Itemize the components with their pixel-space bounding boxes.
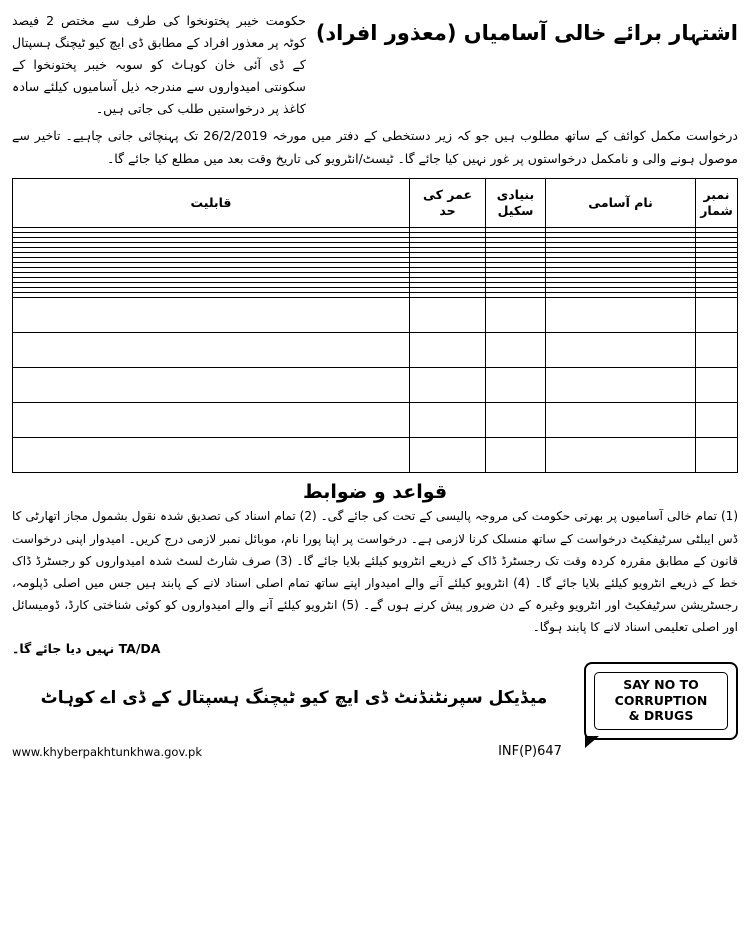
page-title: اشتہار برائے خالی آسامیاں (معذور افراد) xyxy=(315,21,738,45)
table-row xyxy=(13,403,738,438)
header-section xyxy=(12,10,738,119)
anti-corruption-stamp xyxy=(584,662,738,740)
column-header-sr: نمبر شمار xyxy=(696,179,738,228)
issuing-authority: میڈیکل سپرنٹنڈنٹ ڈی ایچ کیو ٹیچنگ ہسپتال کے ڈی اے کوہاٹ xyxy=(40,688,548,708)
stamp-line-2: CORRUPTION xyxy=(614,692,708,708)
column-header-post: نام آسامی xyxy=(546,179,696,228)
cell-scale xyxy=(486,368,546,403)
cell-sr xyxy=(696,333,738,368)
stamp-line-1: SAY NO TO xyxy=(623,677,699,693)
speech-bubble-tail-icon xyxy=(585,736,599,748)
website-link[interactable]: www.khyberpakhtunkhwa.gov.pk xyxy=(12,744,202,759)
cell-post xyxy=(546,438,696,473)
cell-qual xyxy=(13,438,410,473)
cell-post xyxy=(546,333,696,368)
cell-post xyxy=(546,298,696,333)
bottom-line xyxy=(12,744,738,759)
cell-age xyxy=(410,438,486,473)
cell-age xyxy=(410,403,486,438)
rules-text: (1) تمام خالی آسامیوں پر بھرتی حکومت کی مروجہ پالیسی کے تحت کی جائے گی۔ (2) تمام اسناد کی تصدیق شدہ نقول بشمول مجاز اتھارٹی کا ڈس ایبلٹی سرٹیفکیٹ درخواست کے ساتھ منسلک کرنا لازمی ہے۔ درخواست پر اپنا پورا نام، موبائل نمبر لازمی درج کریں۔ امیدوار اپنی درخواست قانون کے مطابق مقررہ کردہ وقت تک رجسٹرڈ ڈاک کے ذریعے انٹرویو کیلئے بلایا جائے گا۔ (3) صرف شارٹ لسٹ شدہ امیدواروں کو رجسٹرڈ ڈاک خط کے ذریعے انٹرویو کیلئے بلایا جائے گا۔ (4) انٹرویو کیلئے آنے والے امیدوار اپنے ساتھ تمام اصلی اسناد لانے کے پابند ہیں جس میں اصلی ڈپلومہ، رجسٹریشن سرٹیفکیٹ اور انٹرویو وغیرہ کے دن ضرور پیش کرنے ہوں گے۔ (5) انٹرویو کیلئے آنے والے امیدواروں کو کوئی شناختی کارڈ، ڈومیسائل اور اصلی تعلیمی اسناد لانے کا پابند ہوگا۔ xyxy=(12,509,739,635)
stamp-line-3: & DRUGS xyxy=(628,708,694,724)
column-header-qualification: قابلیت xyxy=(13,179,410,228)
tada-note: TA/DA نہیں دیا جائے گا۔ xyxy=(12,640,161,656)
cell-sr xyxy=(696,368,738,403)
cell-sr xyxy=(696,403,738,438)
cell-scale xyxy=(486,438,546,473)
cell-qual xyxy=(13,368,410,403)
cell-scale xyxy=(486,403,546,438)
table-row xyxy=(13,333,738,368)
column-header-scale: بنیادی سکیل xyxy=(486,179,546,228)
cell-age xyxy=(410,368,486,403)
inf-number: INF(P)647 xyxy=(498,743,562,759)
footer-section xyxy=(12,662,738,740)
stamp-inner xyxy=(594,672,728,730)
cell-qual xyxy=(13,298,410,333)
vacancy-table-body xyxy=(13,228,738,473)
title-paragraph: حکومت خیبر پختونخوا کی طرف سے مختص 2 فیصد کوٹہ پر معذور افراد کے مطابق ڈی ایچ کیو ٹیچنگ ہسپتال کے ڈی آئی خان کوہاٹ کو سوبہ خیبر پختونخوا کے سکونتی امیدواروں سے مندرجہ ذیل آسامیوں کیلئے سادہ کاغذ پر درخواستیں طلب کی جاتی ہیں۔ xyxy=(12,13,306,116)
column-header-age: عمر کی حد xyxy=(410,179,486,228)
table-row xyxy=(13,368,738,403)
cell-post xyxy=(546,403,696,438)
cell-qual xyxy=(13,403,410,438)
cell-sr xyxy=(696,298,738,333)
cell-age xyxy=(410,333,486,368)
table-row xyxy=(13,298,738,333)
table-row xyxy=(13,438,738,473)
rules-heading: قواعد و ضوابط xyxy=(302,481,448,504)
cell-scale xyxy=(486,333,546,368)
cell-scale xyxy=(486,298,546,333)
vacancy-table xyxy=(12,178,738,473)
intro-paragraph: درخواست مکمل کوائف کے ساتھ مطلوب ہیں جو کہ زیر دستخطی کے دفتر میں مورخہ 26/2/2019 تک پہنچائی جانی چاہیے۔ تاخیر سے موصول ہونے والی و نامکمل درخواستوں پر غور نہیں کیا جائے گا۔ ٹیسٹ/انٹرویو کی تاریخ وقت بعد میں مطلع کیا جائے گا۔ xyxy=(12,128,738,166)
cell-sr xyxy=(696,438,738,473)
cell-post xyxy=(546,368,696,403)
table-header-row xyxy=(13,179,738,228)
cell-qual xyxy=(13,333,410,368)
cell-age xyxy=(410,298,486,333)
